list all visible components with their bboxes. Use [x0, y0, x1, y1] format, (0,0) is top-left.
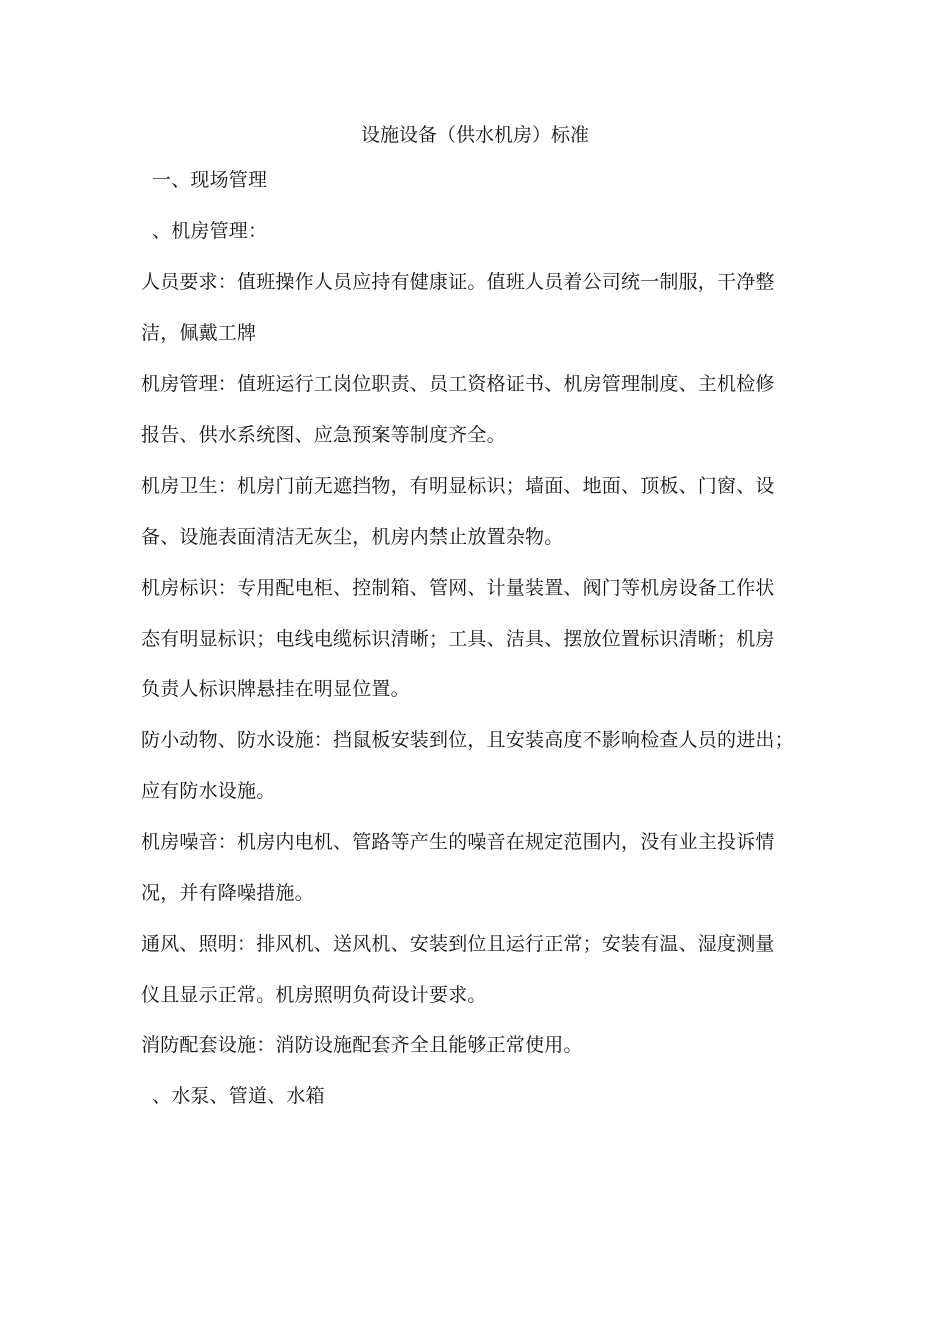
paragraph-line: 机房标识：专用配电柜、控制箱、管网、计量装置、阀门等机房设备工作状 [141, 577, 775, 599]
paragraph-line: 机房卫生：机房门前无遮挡物，有明显标识；墙面、地面、顶板、门窗、设 [141, 475, 775, 497]
paragraph-line: 应有防水设施。 [141, 780, 276, 802]
document-title: 设施设备（供水机房）标准 [360, 124, 589, 146]
paragraph-line: 仪且显示正常。机房照明负荷设计要求。 [141, 984, 487, 1006]
paragraph-line: 人员要求：值班操作人员应持有健康证。值班人员着公司统一制服，干净整 [141, 271, 775, 293]
paragraph-line: 防小动物、防水设施：挡鼠板安装到位，且安装高度不影响检查人员的进出； [141, 729, 794, 751]
paragraph-line: 机房噪音：机房内电机、管路等产生的噪音在规定范围内，没有业主投诉情 [141, 831, 775, 853]
paragraph-line: 负责人标识牌悬挂在明显位置。 [141, 678, 410, 700]
paragraph-line: 消防配套设施：消防设施配套齐全且能够正常使用。 [141, 1034, 583, 1056]
paragraph-line: 况，并有降噪措施。 [141, 882, 314, 904]
paragraph-line: 报告、供水系统图、应急预案等制度齐全。 [141, 424, 506, 446]
subsection-heading-pumps: 、水泵、管道、水箱 [152, 1085, 325, 1107]
section-heading: 一、现场管理 [152, 169, 268, 191]
paragraph-line: 态有明显标识；电线电缆标识清晰；工具、洁具、摆放位置标识清晰；机房 [141, 628, 775, 650]
paragraph-line: 机房管理：值班运行工岗位职责、员工资格证书、机房管理制度、主机检修 [141, 373, 775, 395]
paragraph-line: 备、设施表面清洁无灰尘，机房内禁止放置杂物。 [141, 526, 564, 548]
subsection-heading-machine-room: 、机房管理： [152, 220, 268, 242]
paragraph-line: 通风、照明：排风机、送风机、安装到位且运行正常；安装有温、湿度测量 [141, 933, 775, 955]
paragraph-line: 洁，佩戴工牌 [141, 322, 257, 344]
